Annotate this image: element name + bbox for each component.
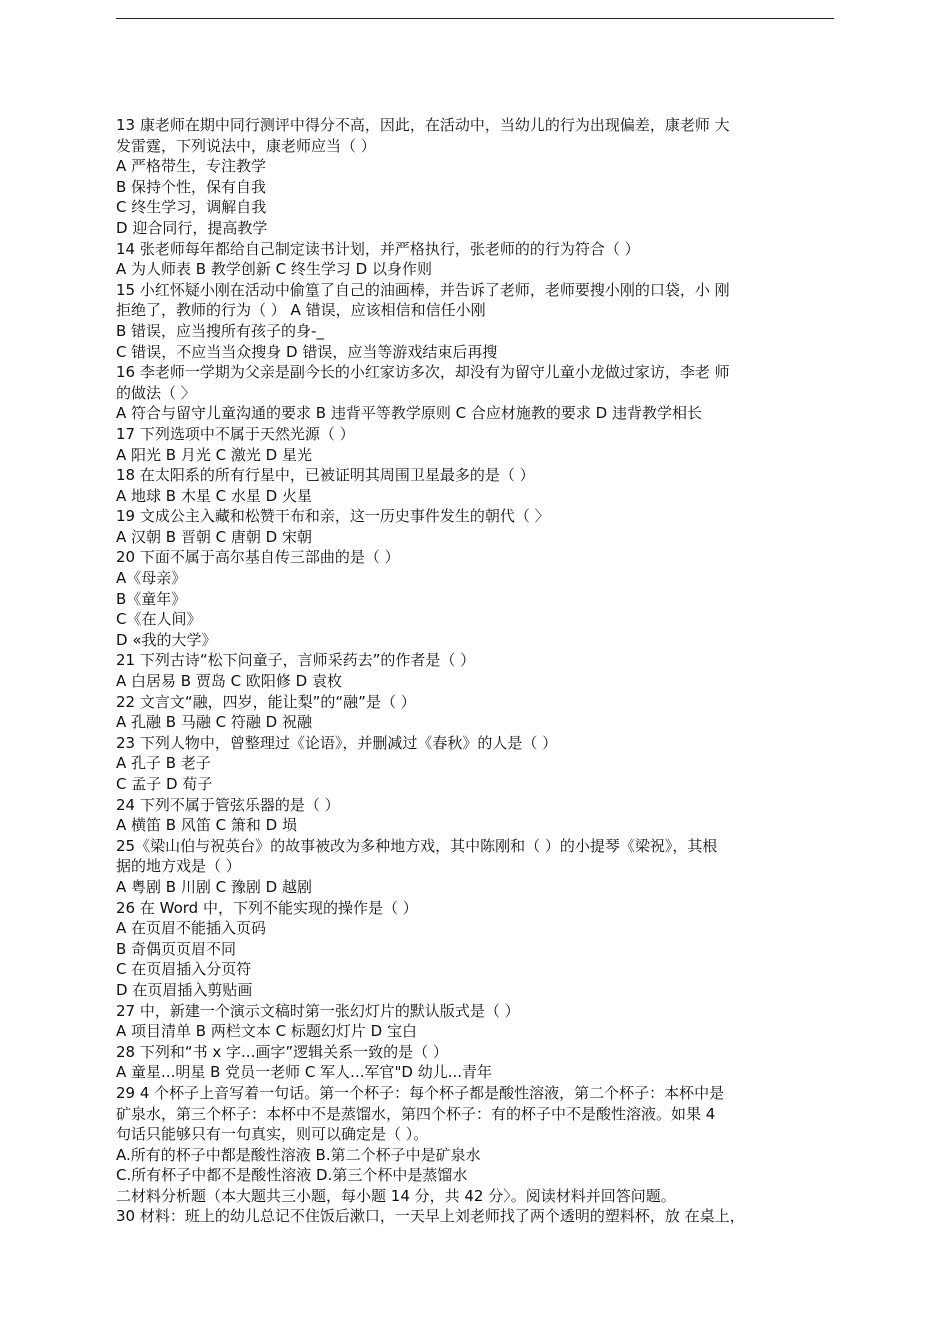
- text-line: A 阳光 B 月光 C 激光 D 星光: [116, 445, 312, 464]
- text-line: 的做法（ 〉: [116, 383, 196, 402]
- text-line: 13 康老师在期中同行测评中得分不高，因此，在活动中，当幼儿的行为出现偏差，康老师 大: [116, 116, 730, 134]
- text-line: A《母亲》: [116, 569, 187, 588]
- text-line: D «我的大学》: [116, 630, 217, 649]
- text-line: C 终生学习，调解自我: [116, 198, 267, 217]
- text-line: A.所有的杯子中都是酸性溶液 B.第二个杯子中是矿泉水: [116, 1145, 481, 1164]
- text-line: B 错误，应当搜所有孩子的身-_: [116, 321, 324, 340]
- text-line: 句话只能够只有一句真实，则可以确定是（ ）。: [116, 1125, 429, 1144]
- header-rule: [116, 18, 834, 19]
- text-line: 28 下列和“书 x 字...画字”逻辑关系一致的是（ ）: [116, 1042, 448, 1061]
- text-line: B《童年》: [116, 589, 187, 608]
- text-line: A 孔融 B 马融 C 符融 D 祝融: [116, 713, 312, 732]
- text-line: C 错误，不应当当众搜身 D 错误，应当等游戏结束后再搜: [116, 342, 498, 361]
- text-line: 22 文言文“融，四岁，能让梨”的“融”是（ ）: [116, 692, 416, 711]
- text-line: C《在人间》: [116, 610, 202, 629]
- text-line: 20 下面不属于高尔基自传三部曲的是（ ）: [116, 548, 400, 567]
- text-line: A 童星...明星 B 党员一老师 C 军人...军官"D 幼儿...青年: [116, 1063, 492, 1082]
- text-line: 14 张老师每年都给自己制定读书计划，并严格执行，张老师的的行为符合（ ）: [116, 239, 640, 258]
- text-line: 27 中，新建一个演示文稿时第一张幻灯片的默认版式是（ ）: [116, 1001, 520, 1020]
- text-line: A 横笛 B 风笛 C 箫和 D 埙: [116, 816, 297, 835]
- text-line: B 保持个性，保有自我: [116, 177, 267, 196]
- text-line: A 孔子 B 老子: [116, 754, 211, 773]
- text-line: 25《梁山伯与祝英台》的故事被改为多种地方戏，其中陈刚和（ ）的小提琴《梁祝》，其根: [116, 836, 718, 855]
- text-line: 拒绝了，教师的行为（ ） A 错误，应该相信和信任小刚: [116, 301, 486, 320]
- text-line: C 在页眉插入分页符: [116, 960, 252, 979]
- text-line: 矿泉水，第三个杯子：本杯中不是蒸馏水，第四个杯子：有的杯子中不是酸性溶液。如果 4: [116, 1104, 716, 1123]
- text-line: C.所有杯子中都不是酸性溶液 D.第三个杯中是蒸馏水: [116, 1166, 468, 1185]
- text-line: 据的地方戏是（ ）: [116, 857, 241, 876]
- text-line: 21 下列古诗“松下问童子，言师采药去”的作者是（ ）: [116, 651, 476, 670]
- text-line: A 项目清单 B 两栏文本 C 标题幻灯片 D 宝白: [116, 1022, 417, 1041]
- text-line: A 粤剧 B 川剧 C 豫剧 D 越剧: [116, 877, 312, 896]
- text-line: A 严格带生，专注教学: [116, 157, 267, 176]
- text-line: 30 材料：班上的幼儿总记不住饭后漱口，一天早上刘老师找了两个透明的塑料杯，放 在桌上，: [116, 1207, 745, 1226]
- text-line: 29 4 个杯子上音写着一句话。第一个杯子：每个杯子都是酸性溶液，第二个杯子：本杯中是: [116, 1083, 725, 1102]
- text-line: 16 李老师一学期为父亲是副今长的小红家访多次，却没有为留守儿童小龙做过家访，李老 师: [116, 363, 730, 382]
- text-line: A 白居易 B 贾岛 C 欧阳修 D 袁枚: [116, 672, 342, 691]
- text-line: A 在页眉不能插入页码: [116, 919, 267, 938]
- text-line: 二材料分析题（本大题共三小题，每小题 14 分，共 42 分〉。阅读材料并回答问题。: [116, 1186, 676, 1205]
- text-line: A 为人师表 B 教学创新 C 终生学习 D 以身作则: [116, 260, 432, 279]
- text-line: A 符合与留守儿童沟通的要求 B 违背平等教学原则 C 合应材施教的要求 D 违背教学相长: [116, 404, 702, 423]
- text-line: A 汉朝 B 晋朝 C 唐朝 D 宋朝: [116, 527, 312, 546]
- text-line: 18 在太阳系的所有行星中，已被证明其周围卫星最多的是（ ）: [116, 466, 535, 485]
- text-line: D 在页眉插入剪贴画: [116, 980, 253, 999]
- text-line: 发雷霆，下列说法中，康老师应当（ ）: [116, 136, 376, 155]
- text-line: 23 下列人物中，曾整理过《论语》，并删减过《春秋》的人是（ ）: [116, 733, 558, 752]
- text-line: 26 在 Word 中，下列不能实现的操作是（ ）: [116, 898, 418, 917]
- text-line: A 地球 B 木星 C 水星 D 火星: [116, 486, 312, 505]
- text-line: 19 文成公主入藏和松赞干布和亲，这一历史事件发生的朝代（ 〉: [116, 507, 550, 526]
- text-line: 17 下列选项中不属于天然光源（ ）: [116, 424, 355, 443]
- text-line: C 孟子 D 荀子: [116, 775, 213, 793]
- document-body: [116, 115, 846, 1227]
- text-line: 24 下列不属于管弦乐器的是（ ）: [116, 795, 340, 814]
- text-line: 15 小红怀疑小刚在活动中偷篁了自己的油画棒，并告诉了老师，老师要搜小刚的口袋，小 刚: [116, 280, 730, 299]
- text-line: D 迎合同行，提高教学: [116, 218, 268, 237]
- text-line: B 奇偶页页眉不同: [116, 939, 237, 958]
